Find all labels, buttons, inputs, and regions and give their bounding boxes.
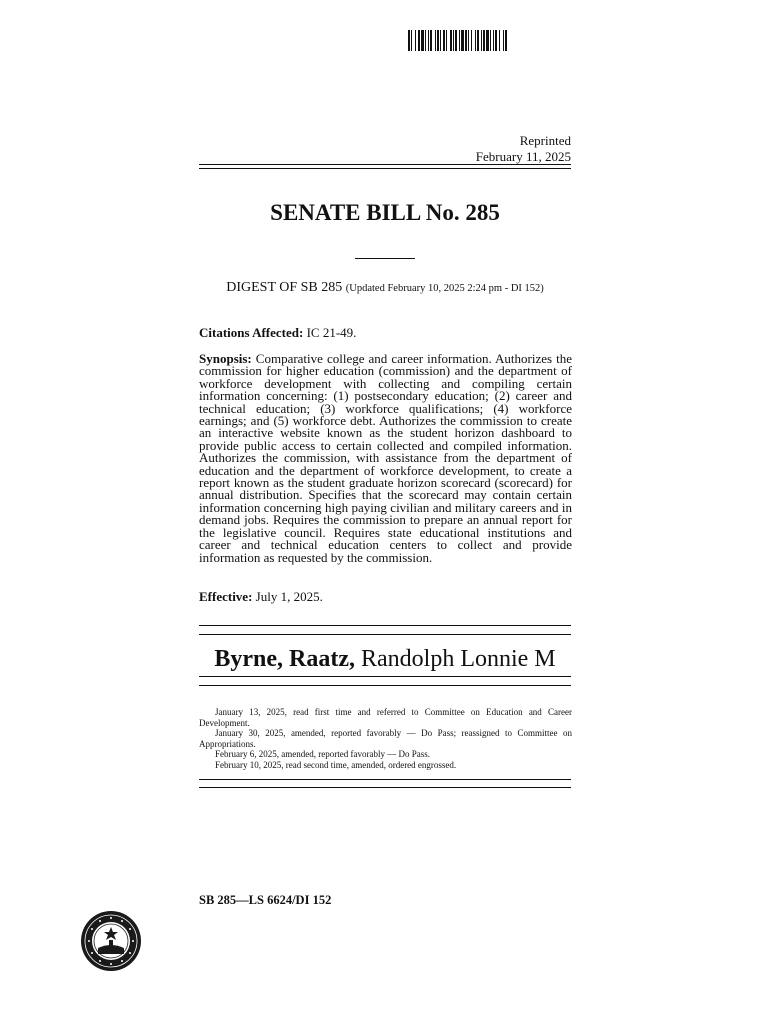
authors-rule-top-2 bbox=[199, 634, 571, 635]
effective-label: Effective: bbox=[199, 589, 253, 604]
reprint-date: February 11, 2025 bbox=[475, 149, 571, 164]
citations-affected bbox=[199, 327, 572, 339]
history-rule-bottom bbox=[199, 787, 571, 788]
other-authors: Randolph Lonnie M bbox=[360, 646, 556, 672]
history-rule-top bbox=[199, 779, 571, 780]
history-entry: February 10, 2025, read second time, amended, ordered engrossed. bbox=[215, 759, 457, 770]
reprint-label: Reprinted bbox=[519, 133, 571, 148]
authors-rule-bottom-1 bbox=[199, 676, 571, 677]
authors-rule-bottom-2 bbox=[199, 685, 571, 686]
synopsis bbox=[199, 353, 572, 564]
authors bbox=[199, 646, 571, 673]
history-entry: February 6, 2025, amended, reported favorably — Do Pass. bbox=[215, 749, 430, 759]
header-rule-bottom bbox=[199, 168, 571, 169]
citations-label: Citations Affected: bbox=[199, 325, 304, 340]
bill-title: SENATE BILL No. 285 bbox=[270, 200, 500, 225]
digest-update: (Updated February 10, 2025 2:24 pm - DI 152) bbox=[345, 283, 544, 294]
legislative-history bbox=[199, 707, 572, 770]
authors-rule-top-1 bbox=[199, 625, 571, 626]
history-entry: January 13, 2025, read first time and referred to Committee on Education and Career Development. bbox=[199, 707, 572, 728]
effective-date bbox=[199, 591, 572, 603]
citations-value: IC 21-49. bbox=[306, 325, 357, 340]
synopsis-label: Synopsis: bbox=[199, 351, 252, 366]
synopsis-text: Comparative college and career information. Authorizes the commission for higher education (commission) and the department of workforce development with collecting and compiling certain information concerning: (1) postsecondary education; (2) career and technical education; (3) workforce qualifications; (4) workforce earnings; and (5) workforce debt. Authorizes the commission to create an interactive website known as the student horizon dashboard to provide public access to certain collected and compiled information. Authorizes the commission, with assistance from the department of education and the department of workforce development, to create a report known as the student graduate horizon scorecard (scorecard) for annual distribution. Specifies that the scorecard may contain certain information concerning high paying civilian and military careers and in demand jobs. Requires the commission to prepare an annual report for the legislative council. Requires state educational institutions and career and technical education centers to collect and provide information as requested by the commission. bbox=[199, 351, 572, 565]
digest-heading bbox=[199, 280, 571, 296]
digest-label: DIGEST OF SB 285 bbox=[226, 280, 343, 295]
state-seal-icon bbox=[80, 910, 142, 972]
header-rule-top bbox=[199, 164, 571, 165]
effective-value: July 1, 2025. bbox=[255, 589, 323, 604]
title-divider bbox=[355, 258, 415, 259]
history-entry: January 30, 2025, amended, reported favorably — Do Pass; reassigned to Committee on Appropriations. bbox=[199, 728, 572, 749]
footer-code: SB 285—LS 6624/DI 152 bbox=[199, 893, 332, 907]
primary-authors: Byrne, Raatz, bbox=[214, 646, 355, 672]
barcode-icon bbox=[408, 30, 588, 51]
